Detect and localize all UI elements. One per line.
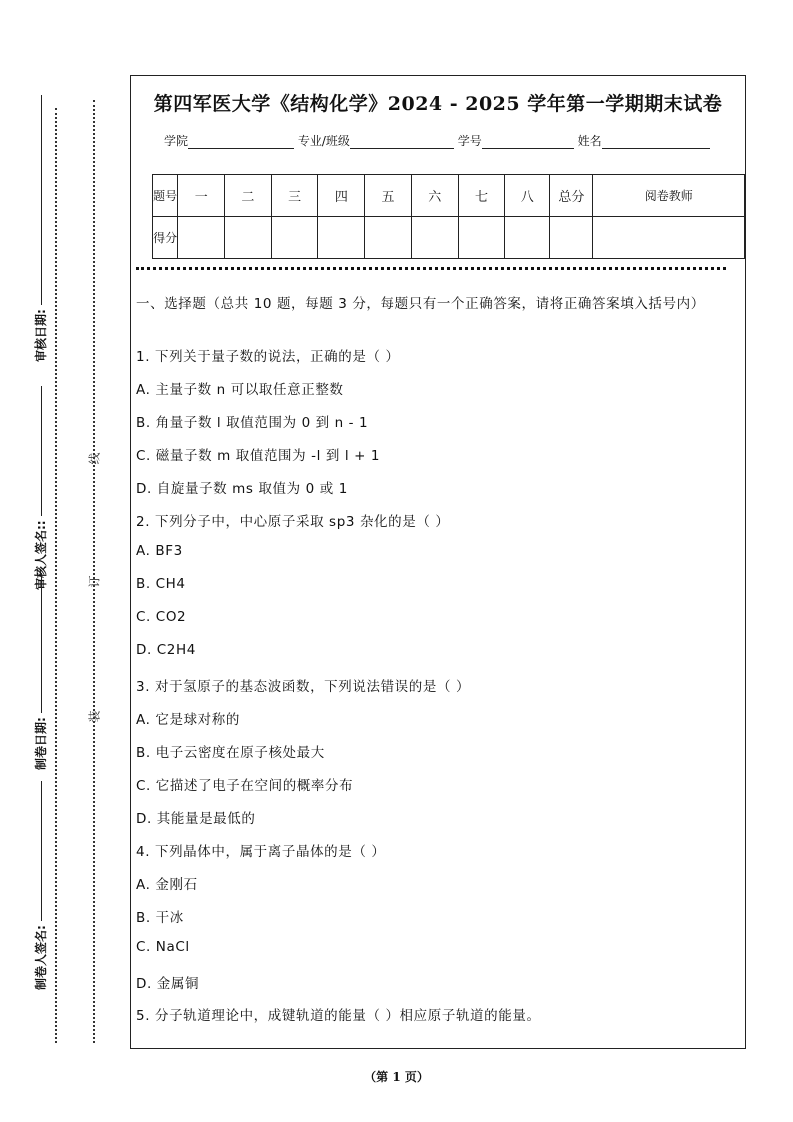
score-cell[interactable] — [550, 217, 593, 259]
score-cell[interactable] — [318, 217, 365, 259]
college-label: 学院 — [164, 134, 189, 148]
question-option: C. CO2 — [136, 609, 187, 625]
score-cell[interactable] — [271, 217, 318, 259]
maker-date-label: 制卷日期: — [32, 573, 49, 770]
score-header-cell: 三 — [271, 175, 318, 217]
score-header-cell: 二 — [225, 175, 272, 217]
score-header-cell: 一 — [178, 175, 225, 217]
question-option: B. 角量子数 l 取值范围为 0 到 n - 1 — [136, 415, 369, 431]
question-option: D. 其能量是最低的 — [136, 811, 256, 827]
maker-sign-label: 制卷人签名: — [32, 781, 49, 990]
score-header-cell: 七 — [458, 175, 505, 217]
score-header-cell: 六 — [411, 175, 458, 217]
question-option: C. 磁量子数 m 取值范围为 -l 到 l + 1 — [136, 448, 381, 464]
question-stem: 3. 对于氢原子的基态波函数，下列说法错误的是（ ） — [136, 679, 471, 695]
student-id-field[interactable] — [482, 136, 574, 149]
question-option: A. 主量子数 n 可以取任意正整数 — [136, 382, 344, 398]
cut-zhuang-text: 装 — [87, 710, 102, 723]
question-stem: 1. 下列关于量子数的说法，正确的是（ ） — [136, 349, 400, 365]
cut-line-text: 线 — [87, 452, 102, 465]
question-option: C. NaCl — [136, 939, 190, 955]
question-option: D. 金属铜 — [136, 976, 200, 992]
question-stem: 4. 下列晶体中，属于离子晶体的是（ ） — [136, 844, 386, 860]
question-option: A. BF3 — [136, 543, 183, 559]
question-option: C. 它描述了电子在空间的概率分布 — [136, 778, 354, 794]
score-row-label: 得分 — [153, 217, 178, 259]
exam-title: 第四军医大学《结构化学》2024 - 2025 学年第一学期期末试卷 — [153, 93, 723, 115]
major-field[interactable] — [350, 136, 454, 149]
score-cell[interactable] — [225, 217, 272, 259]
question-option: B. 电子云密度在原子核处最大 — [136, 745, 325, 761]
score-header-cell: 阅卷教师 — [593, 175, 745, 217]
college-field[interactable] — [188, 136, 294, 149]
section-divider — [136, 267, 726, 270]
page-number: （第 1 页） — [364, 1070, 429, 1084]
student-info-row — [164, 132, 710, 149]
binding-dotted-line-outer — [55, 108, 57, 1043]
question-option: B. 干冰 — [136, 910, 184, 926]
student-id-label: 学号 — [457, 134, 482, 148]
score-cell[interactable] — [411, 217, 458, 259]
score-cell[interactable] — [178, 217, 225, 259]
score-header-cell: 八 — [505, 175, 550, 217]
section-heading: 一、选择题（总共 10 题，每题 3 分，每题只有一个正确答案，请将正确答案填入括号内） — [136, 296, 705, 312]
cut-ding-text: 订 — [87, 575, 102, 588]
score-header-cell: 五 — [365, 175, 412, 217]
binding-dotted-line-inner — [93, 100, 95, 1043]
review-date-label: 审核日期: — [32, 95, 49, 362]
question-stem: 2. 下列分子中，中心原子采取 sp3 杂化的是（ ） — [136, 514, 450, 530]
major-label: 专业/班级 — [297, 134, 350, 148]
name-field[interactable] — [602, 136, 710, 149]
score-table — [152, 174, 745, 259]
score-cell[interactable] — [458, 217, 505, 259]
reviewer-sign-label: 审核人签名:: — [32, 386, 49, 590]
exam-frame — [130, 75, 746, 1049]
score-header-cell: 四 — [318, 175, 365, 217]
score-cell[interactable] — [505, 217, 550, 259]
score-cell[interactable] — [365, 217, 412, 259]
question-option: D. 自旋量子数 ms 取值为 0 或 1 — [136, 481, 348, 497]
score-header-cell: 题号 — [153, 175, 178, 217]
score-cell[interactable] — [593, 217, 745, 259]
question-option: D. C2H4 — [136, 642, 196, 658]
question-stem: 5. 分子轨道理论中，成键轨道的能量（ ）相应原子轨道的能量。 — [136, 1008, 541, 1024]
score-header-cell: 总分 — [550, 175, 593, 217]
question-option: B. CH4 — [136, 576, 186, 592]
question-option: A. 金刚石 — [136, 877, 198, 893]
name-label: 姓名 — [577, 134, 602, 148]
question-option: A. 它是球对称的 — [136, 712, 240, 728]
